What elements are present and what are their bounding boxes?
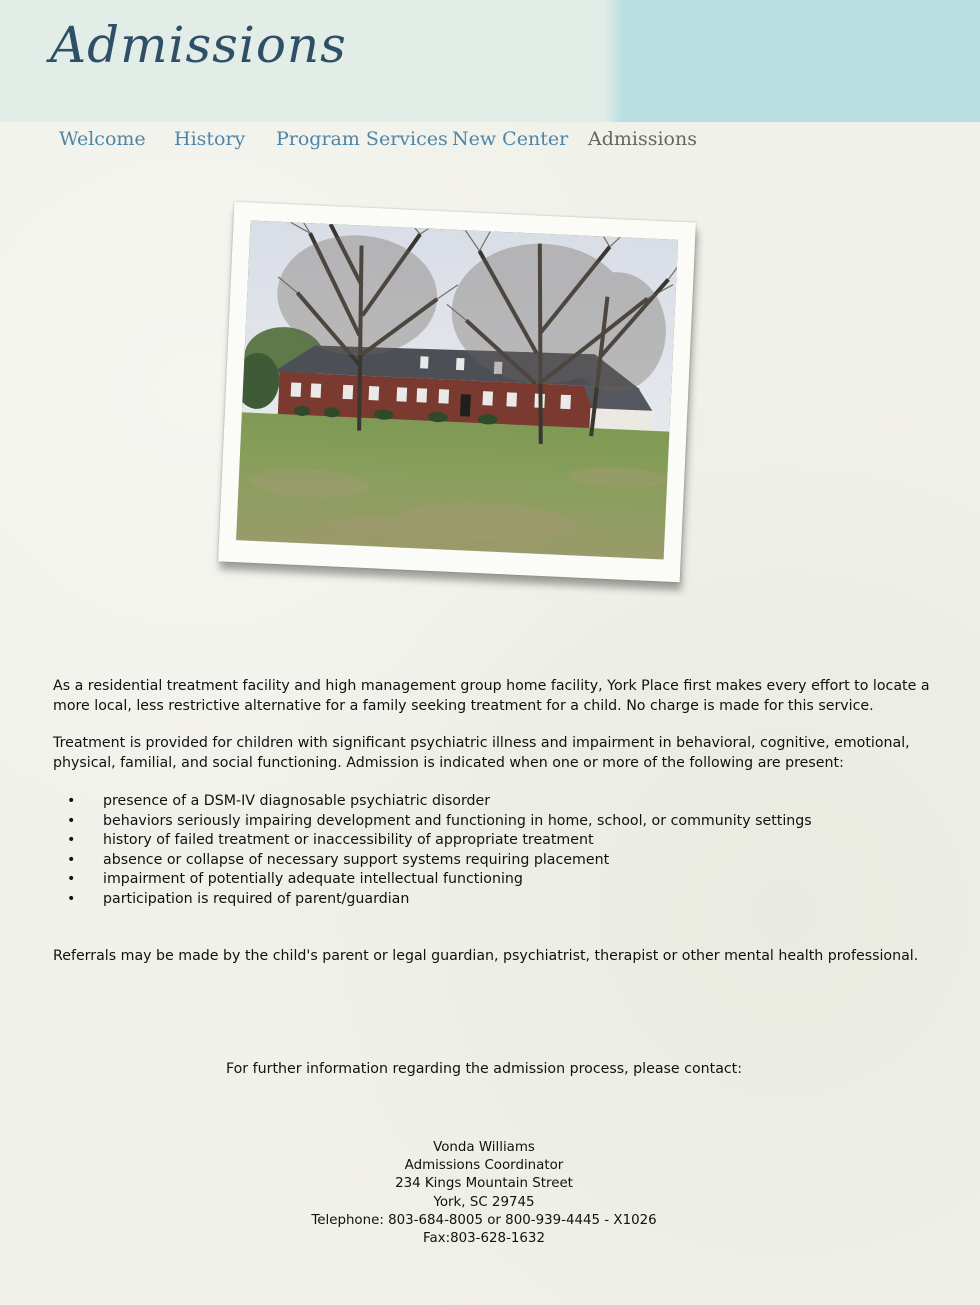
page-title: Admissions (50, 16, 347, 74)
admission-criteria-list (53, 792, 933, 910)
nav-item-history[interactable]: History (174, 128, 246, 150)
treatment-paragraph: Treatment is provided for children with significant psychiatric illness and impairment in behavioral, cognitive, emotional, physical, familial, and social functioning. Admission is indicated when one or more of the following are present: (53, 735, 910, 771)
bullet-icon: • (67, 851, 76, 868)
contact-fax: Fax:803-628-1632 (423, 1231, 545, 1247)
facility-photo-image (236, 220, 678, 559)
header-accent-edge (604, 0, 622, 122)
header-accent (604, 0, 980, 122)
list-item (53, 851, 933, 871)
list-item-text: history of failed treatment or inaccessibility of appropriate treatment (103, 832, 594, 849)
list-item-text: behaviors seriously impairing development and functioning in home, school, or community settings (103, 812, 812, 829)
nav-item-welcome[interactable]: Welcome (59, 128, 146, 150)
bullet-icon: • (67, 890, 76, 907)
list-item (53, 831, 933, 851)
contact-street: 234 Kings Mountain Street (395, 1176, 573, 1192)
contact-lead: For further information regarding the admission process, please contact: (225, 1061, 743, 1077)
contact-name: Vonda Williams (433, 1140, 535, 1155)
facility-photo (236, 220, 678, 559)
list-item-text: presence of a DSM-IV diagnosable psychiatric disorder (103, 793, 491, 809)
list-item (53, 890, 933, 910)
list-item-text: participation is required of parent/guardian (103, 890, 410, 907)
list-item (53, 870, 933, 890)
main-nav (0, 128, 980, 156)
nav-item-program-services[interactable]: Program Services (276, 128, 448, 150)
contact-role: Admissions Coordinator (404, 1158, 564, 1174)
bullet-icon: • (67, 832, 76, 849)
bullet-icon: • (67, 793, 76, 809)
contact-block (0, 1139, 968, 1248)
list-item (53, 812, 933, 832)
bullet-icon: • (67, 871, 76, 888)
contact-city: York, SC 29745 (433, 1194, 535, 1210)
nav-item-admissions[interactable]: Admissions (588, 128, 697, 150)
contact-telephone: Telephone: 803-684-8005 or 800-939-4445 - X1026 (311, 1212, 657, 1228)
list-item-text: absence or collapse of necessary support systems requiring placement (103, 851, 610, 868)
intro-paragraph: As a residential treatment facility and high management group home facility, York Place first makes every effort to locate a more local, less restrictive alternative for a family seeking treatment for a child. No charge is made for this service. (53, 678, 930, 714)
bullet-icon: • (67, 812, 76, 829)
list-item (53, 792, 933, 812)
photo-frame (218, 202, 696, 583)
list-item-text: impairment of potentially adequate intellectual functioning (103, 871, 523, 888)
referrals-paragraph: Referrals may be made by the child's parent or legal guardian, psychiatrist, therapist or other mental health professional. (53, 948, 919, 964)
nav-item-new-center[interactable]: New Center (452, 128, 569, 150)
